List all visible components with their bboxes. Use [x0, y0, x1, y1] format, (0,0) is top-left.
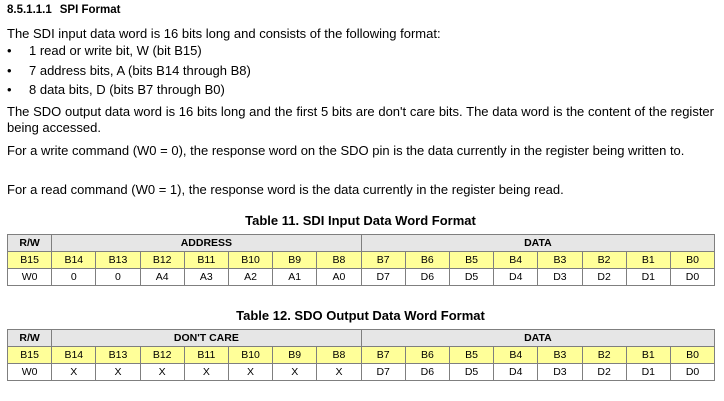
rw-header: R/W	[8, 235, 52, 252]
value-cell: D7	[361, 364, 405, 381]
table-header-row	[8, 235, 715, 252]
bit-cell: B3	[538, 347, 582, 364]
value-cell: W0	[8, 364, 52, 381]
bullet-text: 1 read or write bit, W (bit B15)	[29, 43, 202, 58]
bit-cell: B12	[140, 252, 184, 269]
bit-cell: B1	[626, 347, 670, 364]
dont-care-header: DON'T CARE	[52, 330, 361, 347]
value-cell: X	[52, 364, 96, 381]
bit-cell: B10	[228, 252, 272, 269]
value-cell: X	[273, 364, 317, 381]
sdo-output-table	[7, 329, 715, 381]
bit-cell: B8	[317, 252, 361, 269]
sdi-input-table	[7, 234, 715, 286]
value-cell: A2	[228, 269, 272, 286]
address-header: ADDRESS	[52, 235, 361, 252]
value-cell: D6	[405, 269, 449, 286]
bit-cell: B6	[405, 347, 449, 364]
value-cell: A0	[317, 269, 361, 286]
bit-cell: B15	[8, 347, 52, 364]
bit-cell: B10	[228, 347, 272, 364]
value-cell: X	[317, 364, 361, 381]
bullet-icon: •	[7, 82, 12, 97]
value-cell: X	[140, 364, 184, 381]
bullet-icon: •	[7, 62, 12, 78]
bit-cell: B7	[361, 252, 405, 269]
bit-cell: B4	[494, 347, 538, 364]
value-cell: X	[184, 364, 228, 381]
bullet-icon: •	[7, 43, 12, 58]
value-cell: D6	[405, 364, 449, 381]
list-item	[7, 82, 714, 102]
value-row	[8, 269, 715, 286]
value-cell: A1	[273, 269, 317, 286]
section-number: 8.5.1.1.1	[7, 4, 52, 16]
write-command-paragraph: For a write command (W0 = 0), the response word on the SDO pin is the data currently in the register being written to.	[7, 143, 685, 158]
rw-header: R/W	[8, 330, 52, 347]
bit-cell: B3	[538, 252, 582, 269]
value-cell: D5	[449, 269, 493, 286]
bullet-list	[7, 43, 714, 102]
bit-cell: B5	[449, 252, 493, 269]
section-heading	[7, 4, 120, 16]
bit-cell: B9	[273, 347, 317, 364]
value-cell: D2	[582, 364, 626, 381]
value-cell: D3	[538, 269, 582, 286]
bit-cell: B13	[96, 252, 140, 269]
value-cell: X	[228, 364, 272, 381]
bit-position-row	[8, 347, 715, 364]
list-item	[7, 63, 714, 83]
value-cell: 0	[52, 269, 96, 286]
bit-cell: B0	[670, 347, 714, 364]
value-cell: D3	[538, 364, 582, 381]
value-cell: A4	[140, 269, 184, 286]
table-header-row	[8, 330, 715, 347]
value-cell: D0	[670, 269, 714, 286]
bit-cell: B7	[361, 347, 405, 364]
value-cell: W0	[8, 269, 52, 286]
intro-paragraph: The SDI input data word is 16 bits long and consists of the following format:	[7, 26, 441, 41]
bit-cell: B1	[626, 252, 670, 269]
bit-position-row	[8, 252, 715, 269]
bit-cell: B9	[273, 252, 317, 269]
data-header: DATA	[361, 235, 715, 252]
bit-cell: B11	[184, 252, 228, 269]
value-cell: D0	[670, 364, 714, 381]
bit-cell: B14	[52, 252, 96, 269]
table12-title: Table 12. SDO Output Data Word Format	[236, 308, 485, 323]
value-cell: A3	[184, 269, 228, 286]
bit-cell: B6	[405, 252, 449, 269]
value-cell: D7	[361, 269, 405, 286]
bit-cell: B12	[140, 347, 184, 364]
data-header: DATA	[361, 330, 715, 347]
bit-cell: B13	[96, 347, 140, 364]
bit-cell: B11	[184, 347, 228, 364]
value-cell: 0	[96, 269, 140, 286]
bit-cell: B0	[670, 252, 714, 269]
value-cell: D4	[494, 269, 538, 286]
bit-cell: B8	[317, 347, 361, 364]
bit-cell: B14	[52, 347, 96, 364]
value-cell: D1	[626, 269, 670, 286]
section-title: SPI Format	[59, 4, 121, 16]
value-row	[8, 364, 715, 381]
bit-cell: B2	[582, 347, 626, 364]
value-cell: D2	[582, 269, 626, 286]
value-cell: D1	[626, 364, 670, 381]
bit-cell: B5	[449, 347, 493, 364]
sdo-paragraph: The SDO output data word is 16 bits long and the first 5 bits are don't care bits. The data word is the content of the register being accessed.	[7, 104, 714, 135]
value-cell: X	[96, 364, 140, 381]
value-cell: D5	[449, 364, 493, 381]
table11-title: Table 11. SDI Input Data Word Format	[245, 213, 476, 228]
bit-cell: B15	[8, 252, 52, 269]
bullet-text: 7 address bits, A (bits B14 through B8)	[29, 62, 251, 78]
bit-cell: B2	[582, 252, 626, 269]
list-item	[7, 43, 714, 63]
value-cell: D4	[494, 364, 538, 381]
read-command-paragraph: For a read command (W0 = 1), the response word is the data currently in the register being read.	[7, 182, 564, 197]
bullet-text: 8 data bits, D (bits B7 through B0)	[29, 82, 225, 97]
bit-cell: B4	[494, 252, 538, 269]
